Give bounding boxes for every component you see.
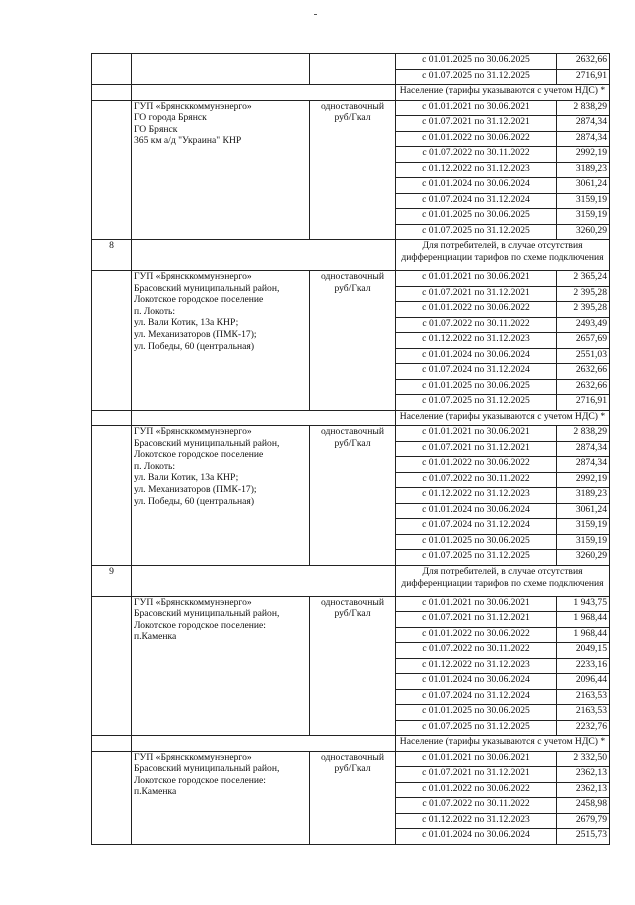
period-cell: с 01.07.2025 по 31.12.2025	[396, 720, 557, 736]
tariff-value-cell: 2233,16	[557, 658, 610, 674]
tariff-row	[92, 751, 610, 767]
tariff-value-cell: 3260,29	[557, 550, 610, 566]
row-number	[92, 410, 132, 426]
page-mark	[314, 14, 317, 15]
row-number	[92, 85, 132, 101]
organization-cell: ГУП «Брянсккоммунэнерго» Брасовский муниципальный район, Локотское городское поселение: п.Каменка	[132, 751, 310, 844]
organization-cell	[132, 54, 310, 85]
period-cell: с 01.07.2022 по 30.11.2022	[396, 472, 557, 488]
period-cell: с 01.01.2022 по 30.06.2022	[396, 457, 557, 473]
tariff-value-cell: 1 968,44	[557, 627, 610, 643]
period-cell: с 01.07.2022 по 30.11.2022	[396, 643, 557, 659]
tariff-value-cell: 2874,34	[557, 131, 610, 147]
period-cell: с 01.07.2022 по 30.11.2022	[396, 317, 557, 333]
period-cell: с 01.07.2024 по 31.12.2024	[396, 364, 557, 380]
tariff-value-cell: 2049,15	[557, 643, 610, 659]
tariff-value-cell: 3189,23	[557, 162, 610, 178]
period-cell: с 01.07.2021 по 31.12.2021	[396, 767, 557, 783]
section-header-row	[92, 85, 610, 101]
organization-cell: ГУП «Брянсккоммунэнерго» ГО города Брянск ГО Брянск 365 км а/д "Украина" КНР	[132, 100, 310, 240]
section-header-row	[92, 410, 610, 426]
tariff-row	[92, 596, 610, 612]
tariff-value-cell: 2632,66	[557, 364, 610, 380]
period-cell: с 01.01.2022 по 30.06.2022	[396, 131, 557, 147]
tariff-value-cell: 2096,44	[557, 674, 610, 690]
period-cell: с 01.07.2025 по 31.12.2025	[396, 224, 557, 240]
row-number-cell	[92, 596, 132, 736]
period-cell: с 01.07.2021 по 31.12.2021	[396, 441, 557, 457]
period-cell: с 01.01.2022 по 30.06.2022	[396, 627, 557, 643]
header-blank-cell	[132, 565, 396, 596]
period-cell: с 01.07.2024 по 31.12.2024	[396, 689, 557, 705]
tariff-type-cell: одноставочный руб/Гкал	[310, 596, 396, 736]
header-blank-cell	[132, 410, 396, 426]
tariff-table	[91, 53, 610, 845]
period-cell: с 01.07.2022 по 30.11.2022	[396, 798, 557, 814]
tariff-value-cell: 1 943,75	[557, 596, 610, 612]
tariff-row	[92, 54, 610, 70]
header-blank-cell	[132, 736, 396, 752]
tariff-value-cell: 2493,49	[557, 317, 610, 333]
section-header-row	[92, 565, 610, 596]
tariff-value-cell: 1 968,44	[557, 612, 610, 628]
period-cell: с 01.01.2021 по 30.06.2021	[396, 596, 557, 612]
tariff-value-cell: 2657,69	[557, 333, 610, 349]
period-cell: с 01.07.2021 по 31.12.2021	[396, 612, 557, 628]
period-cell: с 01.01.2024 по 30.06.2024	[396, 829, 557, 845]
row-number-cell	[92, 54, 132, 85]
period-cell: с 01.01.2025 по 30.06.2025	[396, 705, 557, 721]
section-header-row	[92, 240, 610, 271]
tariff-value-cell: 2 395,28	[557, 286, 610, 302]
tariff-value-cell: 2515,73	[557, 829, 610, 845]
tariff-value-cell: 2874,34	[557, 116, 610, 132]
row-number: 8	[92, 240, 132, 271]
tariff-row	[92, 100, 610, 116]
period-cell: с 01.01.2021 по 30.06.2021	[396, 100, 557, 116]
header-blank-cell	[132, 85, 396, 101]
tariff-value-cell: 2874,34	[557, 441, 610, 457]
tariff-value-cell: 3189,23	[557, 488, 610, 504]
section-header: Население (тарифы указываются с учетом НДС) *	[396, 736, 610, 752]
tariff-value-cell: 2632,66	[557, 379, 610, 395]
period-cell: с 01.01.2024 по 30.06.2024	[396, 503, 557, 519]
period-cell: с 01.01.2021 по 30.06.2021	[396, 426, 557, 442]
tariff-value-cell: 3159,19	[557, 209, 610, 225]
section-header: Население (тарифы указываются с учетом НДС) *	[396, 85, 610, 101]
period-cell: с 01.07.2022 по 30.11.2022	[396, 147, 557, 163]
tariff-value-cell: 2632,66	[557, 54, 610, 70]
section-header: Население (тарифы указываются с учетом НДС) *	[396, 410, 610, 426]
tariff-value-cell: 2551,03	[557, 348, 610, 364]
tariff-value-cell: 2716,91	[557, 395, 610, 411]
tariff-value-cell: 3159,19	[557, 193, 610, 209]
tariff-value-cell: 2679,79	[557, 813, 610, 829]
row-number	[92, 736, 132, 752]
period-cell: с 01.07.2021 по 31.12.2021	[396, 286, 557, 302]
tariff-value-cell: 2163,53	[557, 705, 610, 721]
tariff-value-cell: 2 838,29	[557, 426, 610, 442]
tariff-value-cell: 2362,13	[557, 767, 610, 783]
tariff-value-cell: 3159,19	[557, 534, 610, 550]
period-cell: с 01.12.2022 по 31.12.2023	[396, 658, 557, 674]
tariff-value-cell: 3159,19	[557, 519, 610, 535]
tariff-value-cell: 2362,13	[557, 782, 610, 798]
tariff-value-cell: 2163,53	[557, 689, 610, 705]
period-cell: с 01.01.2024 по 30.06.2024	[396, 674, 557, 690]
row-number: 9	[92, 565, 132, 596]
period-cell: с 01.01.2022 по 30.06.2022	[396, 302, 557, 318]
organization-cell: ГУП «Брянсккоммунэнерго» Брасовский муниципальный район, Локотское городское поселение п. Локоть: ул. Вали Котик, 13а КНР; ул. Механизаторов (ПМК-17); ул. Победы, 60 (центральная)	[132, 271, 310, 411]
period-cell: с 01.12.2022 по 31.12.2023	[396, 162, 557, 178]
period-cell: с 01.12.2022 по 31.12.2023	[396, 333, 557, 349]
period-cell: с 01.01.2024 по 30.06.2024	[396, 178, 557, 194]
tariff-value-cell: 2874,34	[557, 457, 610, 473]
tariff-value-cell: 2716,91	[557, 69, 610, 85]
period-cell: с 01.01.2024 по 30.06.2024	[396, 348, 557, 364]
tariff-row	[92, 271, 610, 287]
period-cell: с 01.07.2024 по 31.12.2024	[396, 519, 557, 535]
row-number-cell	[92, 751, 132, 844]
period-cell: с 01.01.2021 по 30.06.2021	[396, 271, 557, 287]
row-number-cell	[92, 271, 132, 411]
period-cell: с 01.01.2022 по 30.06.2022	[396, 782, 557, 798]
period-cell: с 01.07.2025 по 31.12.2025	[396, 550, 557, 566]
row-number-cell	[92, 100, 132, 240]
period-cell: с 01.01.2025 по 30.06.2025	[396, 534, 557, 550]
tariff-value-cell: 2232,76	[557, 720, 610, 736]
tariff-value-cell: 2992,19	[557, 147, 610, 163]
header-blank-cell	[132, 240, 396, 271]
period-cell: с 01.01.2025 по 30.06.2025	[396, 209, 557, 225]
section-header-row	[92, 736, 610, 752]
tariff-type-cell: одноставочный руб/Гкал	[310, 271, 396, 411]
period-cell: с 01.01.2025 по 30.06.2025	[396, 54, 557, 70]
period-cell: с 01.07.2024 по 31.12.2024	[396, 193, 557, 209]
tariff-value-cell: 2 365,24	[557, 271, 610, 287]
tariff-type-cell: одноставочный руб/Гкал	[310, 751, 396, 844]
tariff-value-cell: 3260,29	[557, 224, 610, 240]
tariff-value-cell: 3061,24	[557, 178, 610, 194]
tariff-value-cell: 2458,98	[557, 798, 610, 814]
period-cell: с 01.01.2021 по 30.06.2021	[396, 751, 557, 767]
organization-cell: ГУП «Брянсккоммунэнерго» Брасовский муниципальный район, Локотское городское поселение п. Локоть: ул. Вали Котик, 13а КНР; ул. Механизаторов (ПМК-17); ул. Победы, 60 (центральная)	[132, 426, 310, 566]
tariff-type-cell: одноставочный руб/Гкал	[310, 100, 396, 240]
tariff-value-cell: 2992,19	[557, 472, 610, 488]
tariff-value-cell: 2 395,28	[557, 302, 610, 318]
tariff-value-cell: 2 838,29	[557, 100, 610, 116]
period-cell: с 01.12.2022 по 31.12.2023	[396, 813, 557, 829]
organization-cell: ГУП «Брянсккоммунэнерго» Брасовский муниципальный район, Локотское городское поселение: п.Каменка	[132, 596, 310, 736]
period-cell: с 01.01.2025 по 30.06.2025	[396, 379, 557, 395]
period-cell: с 01.07.2021 по 31.12.2021	[396, 116, 557, 132]
tariff-type-cell: одноставочный руб/Гкал	[310, 426, 396, 566]
section-header: Для потребителей, в случае отсутствия дифференциации тарифов по схеме подключения	[396, 565, 610, 596]
tariff-value-cell: 3061,24	[557, 503, 610, 519]
tariff-value-cell: 2 332,50	[557, 751, 610, 767]
tariff-row	[92, 426, 610, 442]
period-cell: с 01.07.2025 по 31.12.2025	[396, 395, 557, 411]
period-cell: с 01.07.2025 по 31.12.2025	[396, 69, 557, 85]
tariff-type-cell	[310, 54, 396, 85]
section-header: Для потребителей, в случае отсутствия дифференциации тарифов по схеме подключения	[396, 240, 610, 271]
row-number-cell	[92, 426, 132, 566]
period-cell: с 01.12.2022 по 31.12.2023	[396, 488, 557, 504]
